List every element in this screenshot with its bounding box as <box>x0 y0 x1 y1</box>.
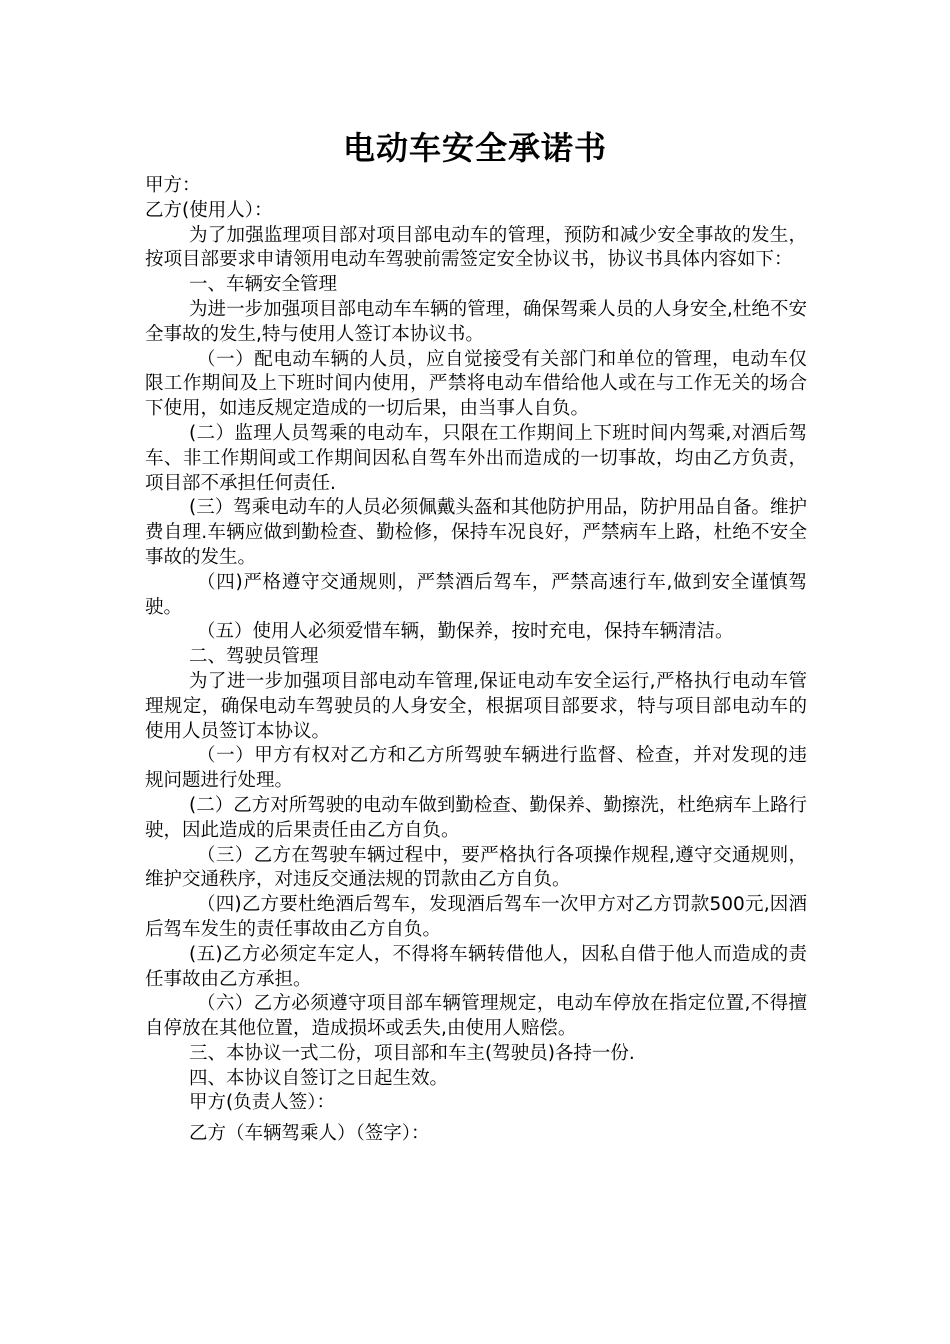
section1-item-3: (三）驾乘电动车的人员必须佩戴头盔和其他防护用品，防护用品自备。维护费自理.车辆应做到勤检查、勤检修，保持车况良好，严禁病车上路，杜绝不安全事故的发生。 <box>145 497 807 568</box>
section2-heading: 二、驾驶员管理 <box>189 646 319 668</box>
section2-item-3: （三）乙方在驾驶车辆过程中，要严格执行各项操作规程,遵守交通规则，维护交通秩序，对违反交通法规的罚款由乙方自负。 <box>145 844 807 891</box>
section2-item-2: (二）乙方对所驾驶的电动车做到勤检查、勤保养、勤擦洗，杜绝病车上路行驶，因此造成的后果责任由乙方自负。 <box>145 794 807 841</box>
signature-party-b: 乙方（车辆驾乘人）（签字）： <box>189 1123 430 1145</box>
section1-lead: 为进一步加强项目部电动车车辆的管理，确保驾乘人员的人身安全,杜绝不安全事故的发生,特与使用人签订本协议书。 <box>145 298 807 345</box>
clause-4: 四、本协议自签订之日起生效。 <box>189 1067 449 1089</box>
section1-heading: 一、车辆安全管理 <box>189 274 338 296</box>
document-body <box>145 174 807 1147</box>
party-a-line: 甲方： <box>145 175 201 196</box>
section1-item-5: （五）使用人必须爱惜车辆，勤保养，按时充电，保持车辆清洁。 <box>197 621 734 643</box>
section1-item-1: （一）配电动车辆的人员，应自觉接受有关部门和单位的管理，电动车仅限工作期间及上下班时间内使用，严禁将电动车借给他人或在与工作无关的场合下使用，如违反规定造成的一切后果，由当事人自负。 <box>145 348 807 420</box>
section2-item-1: （一）甲方有权对乙方和乙方所驾驶车辆进行监督、检查，并对发现的违规问题进行处理。 <box>145 745 807 792</box>
section1-item-4: （四)严格遵守交通规则，严禁酒后驾车，严禁高速行车,做到安全谨慎驾驶。 <box>145 571 807 618</box>
clause-3: 三、本协议一式二份，项目部和车主(驾驶员)各持一份. <box>189 1042 635 1064</box>
section2-item-6: （六）乙方必须遵守项目部车辆管理规定，电动车停放在指定位置,不得擅自停放在其他位置，造成损坏或丢失,由使用人赔偿。 <box>145 993 807 1040</box>
party-b-line: 乙方(使用人）： <box>145 199 273 221</box>
section2-item-5: (五)乙方必须定车定人，不得将车辆转借他人，因私自借于他人而造成的责任事故由乙方承担。 <box>145 943 807 990</box>
document-title: 电动车安全承诺书 <box>342 129 607 167</box>
section2-item-4: （四)乙方要杜绝酒后驾车，发现酒后驾车一次甲方对乙方罚款500元,因酒后驾车发生的责任事故由乙方自负。 <box>145 894 807 940</box>
intro-paragraph: 为了加强监理项目部对项目部电动车的管理，预防和减少安全事故的发生，按项目部要求申请领用电动车驾驶前需签定安全协议书，协议书具体内容如下： <box>145 224 807 271</box>
signature-party-a: 甲方(负责人签）： <box>189 1092 335 1114</box>
section1-item-2: (二）监理人员驾乘的电动车，只限在工作期间上下班时间内驾乘,对酒后驾车、非工作期间或工作期间因私自驾车外出而造成的一切事故，均由乙方负责，项目部不承担任何责任. <box>145 422 807 494</box>
section2-lead: 为了进一步加强项目部电动车管理,保证电动车安全运行,严格执行电动车管理规定，确保电动车驾驶员的人身安全，根据项目部要求，特与项目部电动车的使用人员签订本协议。 <box>145 670 807 742</box>
